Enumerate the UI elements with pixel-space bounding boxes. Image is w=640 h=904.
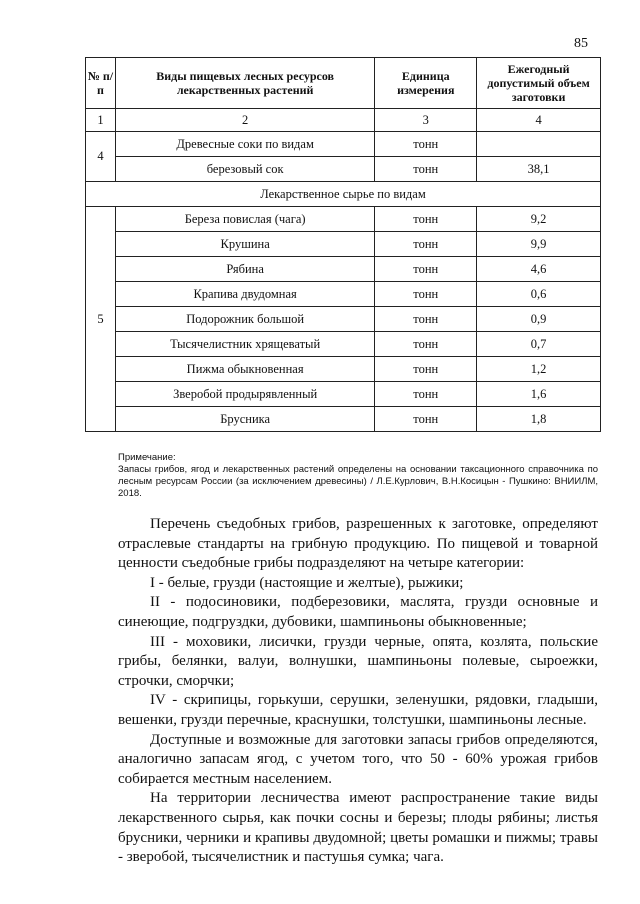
body-text [118,515,598,868]
header-resource: Виды пищевых лесных ресурсов лекарственных растений [115,58,374,109]
resource-name: Крапива двудомная [115,282,374,307]
table-row [86,357,601,382]
resource-unit: тонн [375,307,477,332]
table-row [86,382,601,407]
resource-unit: тонн [375,357,477,382]
header-unit: Единица измерения [375,58,477,109]
resource-value: 0,6 [477,282,601,307]
resource-value: 0,7 [477,332,601,357]
table-row [86,407,601,432]
table-row [86,282,601,307]
table-row [86,232,601,257]
resource-name: березовый сок [115,157,374,182]
note-text: Запасы грибов, ягод и лекарственных растений определены на основании таксационного справочника по лесным ресурсам России (за исключением древесины) / Л.Е.Курлович, В.Н.Косицын - Пушкино: ВНИИЛМ, 2018. [118,464,598,499]
group-5-number: 5 [86,207,116,432]
paragraph-medicinal: На территории лесничества имеют распространение такие виды лекарственного сырья, как почки сосны и березы; плоды рябины; листья брусники, черники и крапивы двудомной; цветы ромашки и пижмы; травы - зверобой, тысячелистник и пастушья сумка; чага. [118,790,598,866]
resource-name: Тысячелистник хрящеватый [115,332,374,357]
resource-unit: тонн [375,257,477,282]
section-row [86,182,601,207]
resource-unit: тонн [375,207,477,232]
group-4-number: 4 [86,132,116,182]
colnum-3: 3 [375,109,477,132]
table-note [118,452,598,500]
resource-unit: тонн [375,407,477,432]
resource-name: Древесные соки по видам [115,132,374,157]
table-row [86,332,601,357]
section-title: Лекарственное сырье по видам [86,182,601,207]
resource-value: 1,2 [477,357,601,382]
resource-value [477,132,601,157]
resource-unit: тонн [375,382,477,407]
resource-unit: тонн [375,232,477,257]
resource-name: Крушина [115,232,374,257]
resource-value: 1,6 [477,382,601,407]
resource-name: Зверобой продырявленный [115,382,374,407]
resource-name: Подорожник большой [115,307,374,332]
table-row [86,257,601,282]
resource-value: 9,2 [477,207,601,232]
note-label: Примечание: [118,452,176,463]
colnum-1: 1 [86,109,116,132]
paragraph-stocks: Доступные и возможные для заготовки запасы грибов определяются, аналогично запасам ягод, с учетом того, что 50 - 60% урожая грибов собирается местным населением. [118,731,598,787]
table-header-row [86,58,601,109]
paragraph-intro: Перечень съедобных грибов, разрешенных к заготовке, определяют отраслевые стандарты на грибную продукцию. По пищевой и товарной ценности съедобные грибы подразделяют на четыре категории: [118,516,598,572]
resource-unit: тонн [375,132,477,157]
category-3: III - моховики, лисички, грузди черные, опята, козлята, польские грибы, белянки, валуи, волнушки, шампиньоны полевые, сыроежки, строчки, сморчки; [118,633,598,689]
resources-table [85,57,601,432]
header-num: № п/п [86,58,116,109]
resource-name: Рябина [115,257,374,282]
resource-name: Береза повислая (чага) [115,207,374,232]
resource-unit: тонн [375,282,477,307]
column-numbers-row [86,109,601,132]
category-2: II - подосиновики, подберезовики, маслята, грузди основные и синеющие, подгруздки, дубовики, шампиньоны обыкновенные; [118,594,598,630]
table-row [86,207,601,232]
category-1: I - белые, грузди (настоящие и желтые), рыжики; [150,574,464,591]
colnum-4: 4 [477,109,601,132]
table-row [86,157,601,182]
resource-name: Пижма обыкновенная [115,357,374,382]
resource-value: 1,8 [477,407,601,432]
resource-name: Брусника [115,407,374,432]
resource-value: 38,1 [477,157,601,182]
resource-value: 4,6 [477,257,601,282]
resource-unit: тонн [375,157,477,182]
table-row [86,132,601,157]
resource-value: 0,9 [477,307,601,332]
table-row [86,307,601,332]
resource-value: 9,9 [477,232,601,257]
page-number: 85 [574,36,588,51]
header-volume: Ежегодный допустимый объем заготовки [477,58,601,109]
colnum-2: 2 [115,109,374,132]
category-4: IV - скрипицы, горькуши, серушки, зеленушки, рядовки, гладыши, вешенки, грузди перечные, краснушки, толстушки, шампиньоны лесные. [118,692,598,728]
resource-unit: тонн [375,332,477,357]
